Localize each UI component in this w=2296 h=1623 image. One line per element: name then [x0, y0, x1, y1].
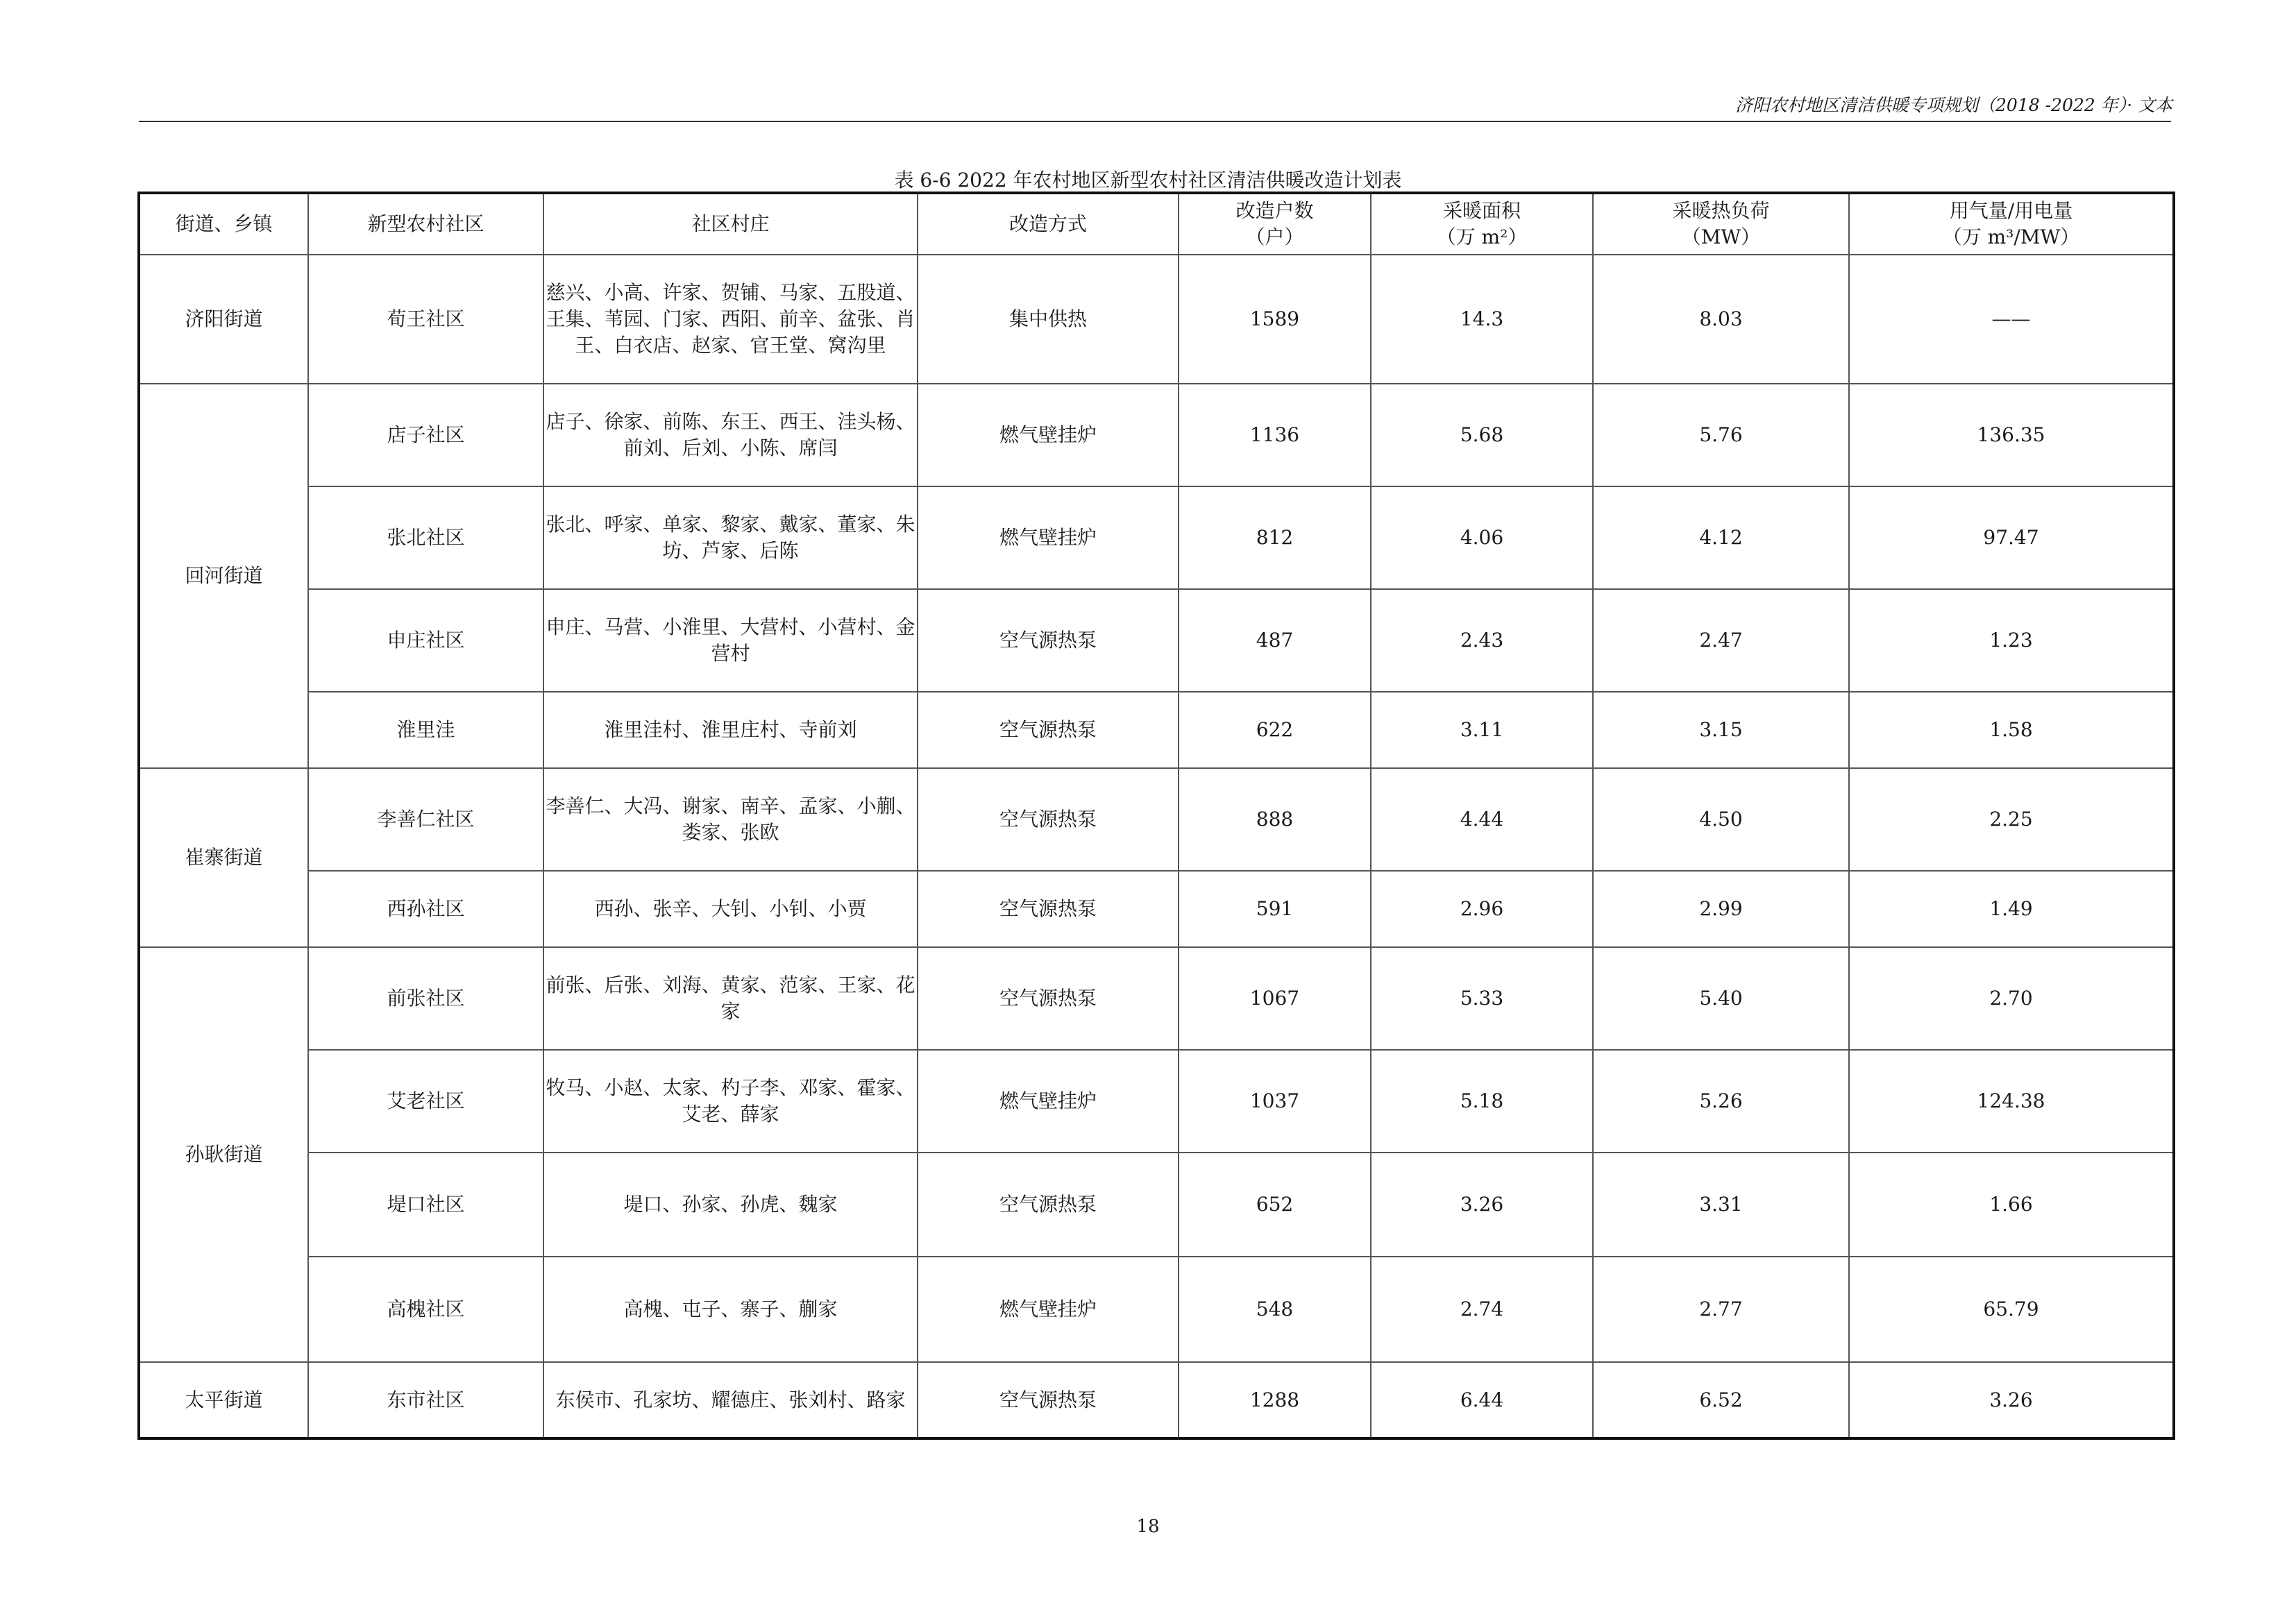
load-cell: 5.26: [1593, 1050, 1849, 1153]
load-cell: 4.50: [1593, 768, 1849, 871]
consumption-cell: 65.79: [1849, 1257, 2174, 1362]
col-header-unit: （户）: [1245, 226, 1304, 248]
villages-cell: 淮里洼村、淮里庄村、寺前刘: [543, 692, 918, 768]
method-cell: 集中供热: [918, 255, 1179, 384]
households-cell: 812: [1179, 486, 1371, 589]
households-cell: 1037: [1179, 1050, 1371, 1153]
villages-cell: 申庄、马营、小淮里、大营村、小营村、金营村: [543, 589, 918, 692]
street-cell: 太平街道: [139, 1362, 308, 1438]
page-number: 18: [1136, 1516, 1160, 1537]
consumption-cell: 2.25: [1849, 768, 2174, 871]
table-row: [139, 255, 2174, 384]
load-cell: 6.52: [1593, 1362, 1849, 1438]
community-cell: 东市社区: [308, 1362, 543, 1438]
community-cell: 店子社区: [308, 384, 543, 486]
col-header-street: [139, 193, 308, 255]
community-cell: 艾老社区: [308, 1050, 543, 1153]
col-header-label: 改造户数: [1235, 199, 1314, 222]
col-header-villages: [543, 193, 918, 255]
households-cell: 1067: [1179, 947, 1371, 1050]
table-row: [139, 1362, 2174, 1438]
consumption-cell: 1.66: [1849, 1153, 2174, 1257]
col-header-label: 改造方式: [1008, 212, 1087, 235]
method-cell: 燃气壁挂炉: [918, 1050, 1179, 1153]
households-cell: 652: [1179, 1153, 1371, 1257]
villages-cell: 牧马、小赵、太家、杓子李、邓家、霍家、艾老、薛家: [543, 1050, 918, 1153]
households-cell: 1288: [1179, 1362, 1371, 1438]
consumption-cell: 2.70: [1849, 947, 2174, 1050]
col-header-label: 采暖热负荷: [1672, 199, 1770, 222]
households-cell: 548: [1179, 1257, 1371, 1362]
table-row: [139, 947, 2174, 1050]
villages-cell: 慈兴、小高、许家、贺铺、马家、五股道、王集、苇园、门家、西阳、前辛、盆张、肖王、白衣店、赵家、官王堂、窝沟里: [543, 255, 918, 384]
col-header-unit: （万 m²）: [1436, 226, 1528, 248]
table-row: [139, 1050, 2174, 1153]
heating-plan-table: [137, 192, 2175, 1440]
col-header-method: [918, 193, 1179, 255]
load-cell: 5.40: [1593, 947, 1849, 1050]
table-row: [139, 486, 2174, 589]
villages-cell: 西孙、张辛、大钊、小钊、小贾: [543, 871, 918, 947]
col-header-label: 采暖面积: [1442, 199, 1521, 222]
load-cell: 2.99: [1593, 871, 1849, 947]
consumption-cell: 97.47: [1849, 486, 2174, 589]
load-cell: 5.76: [1593, 384, 1849, 486]
consumption-cell: 1.58: [1849, 692, 2174, 768]
consumption-cell: 3.26: [1849, 1362, 2174, 1438]
consumption-cell: 124.38: [1849, 1050, 2174, 1153]
area-cell: 14.3: [1371, 255, 1593, 384]
villages-cell: 东侯市、孔家坊、耀德庄、张刘村、路家: [543, 1362, 918, 1438]
col-header-unit: （万 m³/MW）: [1942, 226, 2080, 248]
area-cell: 6.44: [1371, 1362, 1593, 1438]
villages-cell: 前张、后张、刘海、黄家、范家、王家、花家: [543, 947, 918, 1050]
load-cell: 3.15: [1593, 692, 1849, 768]
load-cell: 3.31: [1593, 1153, 1849, 1257]
header-row: [139, 193, 2174, 255]
header-rule: [139, 121, 2171, 122]
community-cell: 淮里洼: [308, 692, 543, 768]
area-cell: 4.06: [1371, 486, 1593, 589]
method-cell: 空气源热泵: [918, 947, 1179, 1050]
villages-cell: 店子、徐家、前陈、东王、西王、洼头杨、前刘、后刘、小陈、席闫: [543, 384, 918, 486]
area-cell: 3.26: [1371, 1153, 1593, 1257]
area-cell: 5.68: [1371, 384, 1593, 486]
method-cell: 空气源热泵: [918, 1362, 1179, 1438]
table-row: [139, 589, 2174, 692]
col-header-load: [1593, 193, 1849, 255]
col-header-unit: （MW）: [1681, 226, 1761, 248]
area-cell: 5.18: [1371, 1050, 1593, 1153]
street-cell: 崔寨街道: [139, 768, 308, 947]
method-cell: 空气源热泵: [918, 871, 1179, 947]
villages-cell: 高槐、屯子、寨子、蒯家: [543, 1257, 918, 1362]
households-cell: 1589: [1179, 255, 1371, 384]
method-cell: 燃气壁挂炉: [918, 384, 1179, 486]
table-row: [139, 1153, 2174, 1257]
col-header-label: 用气量/用电量: [1949, 199, 2073, 222]
households-cell: 622: [1179, 692, 1371, 768]
consumption-cell: 1.49: [1849, 871, 2174, 947]
table-row: [139, 768, 2174, 871]
villages-cell: 李善仁、大冯、谢家、南辛、孟家、小蒯、娄家、张欧: [543, 768, 918, 871]
street-cell: 孙耿街道: [139, 947, 308, 1362]
consumption-cell: 136.35: [1849, 384, 2174, 486]
method-cell: 空气源热泵: [918, 768, 1179, 871]
households-cell: 888: [1179, 768, 1371, 871]
community-cell: 前张社区: [308, 947, 543, 1050]
col-header-label: 街道、乡镇: [175, 212, 273, 235]
street-cell: 济阳街道: [139, 255, 308, 384]
load-cell: 4.12: [1593, 486, 1849, 589]
area-cell: 2.43: [1371, 589, 1593, 692]
community-cell: 西孙社区: [308, 871, 543, 947]
method-cell: 空气源热泵: [918, 589, 1179, 692]
table-row: [139, 692, 2174, 768]
community-cell: 张北社区: [308, 486, 543, 589]
method-cell: 燃气壁挂炉: [918, 1257, 1179, 1362]
households-cell: 487: [1179, 589, 1371, 692]
households-cell: 1136: [1179, 384, 1371, 486]
villages-cell: 堤口、孙家、孙虎、魏家: [543, 1153, 918, 1257]
area-cell: 2.96: [1371, 871, 1593, 947]
method-cell: 空气源热泵: [918, 1153, 1179, 1257]
running-header: 济阳农村地区清洁供暖专项规划（2018 -2022 年）· 文本: [1735, 95, 2172, 115]
col-header-community: [308, 193, 543, 255]
load-cell: 8.03: [1593, 255, 1849, 384]
col-header-consumption: [1849, 193, 2174, 255]
community-cell: 荀王社区: [308, 255, 543, 384]
col-header-households: [1179, 193, 1371, 255]
table-row: [139, 384, 2174, 486]
col-header-area: [1371, 193, 1593, 255]
col-header-label: 新型农村社区: [367, 212, 484, 235]
table-row: [139, 1257, 2174, 1362]
area-cell: 3.11: [1371, 692, 1593, 768]
method-cell: 空气源热泵: [918, 692, 1179, 768]
consumption-cell: ——: [1849, 255, 2174, 384]
table-row: [139, 871, 2174, 947]
villages-cell: 张北、呼家、单家、黎家、戴家、董家、朱坊、芦家、后陈: [543, 486, 918, 589]
households-cell: 591: [1179, 871, 1371, 947]
table-caption: 表 6-6 2022 年农村地区新型农村社区清洁供暖改造计划表: [894, 169, 1402, 192]
community-cell: 高槐社区: [308, 1257, 543, 1362]
consumption-cell: 1.23: [1849, 589, 2174, 692]
load-cell: 2.47: [1593, 589, 1849, 692]
community-cell: 申庄社区: [308, 589, 543, 692]
area-cell: 2.74: [1371, 1257, 1593, 1362]
area-cell: 5.33: [1371, 947, 1593, 1050]
area-cell: 4.44: [1371, 768, 1593, 871]
community-cell: 堤口社区: [308, 1153, 543, 1257]
street-cell: 回河街道: [139, 384, 308, 768]
community-cell: 李善仁社区: [308, 768, 543, 871]
col-header-label: 社区村庄: [691, 212, 770, 235]
method-cell: 燃气壁挂炉: [918, 486, 1179, 589]
load-cell: 2.77: [1593, 1257, 1849, 1362]
